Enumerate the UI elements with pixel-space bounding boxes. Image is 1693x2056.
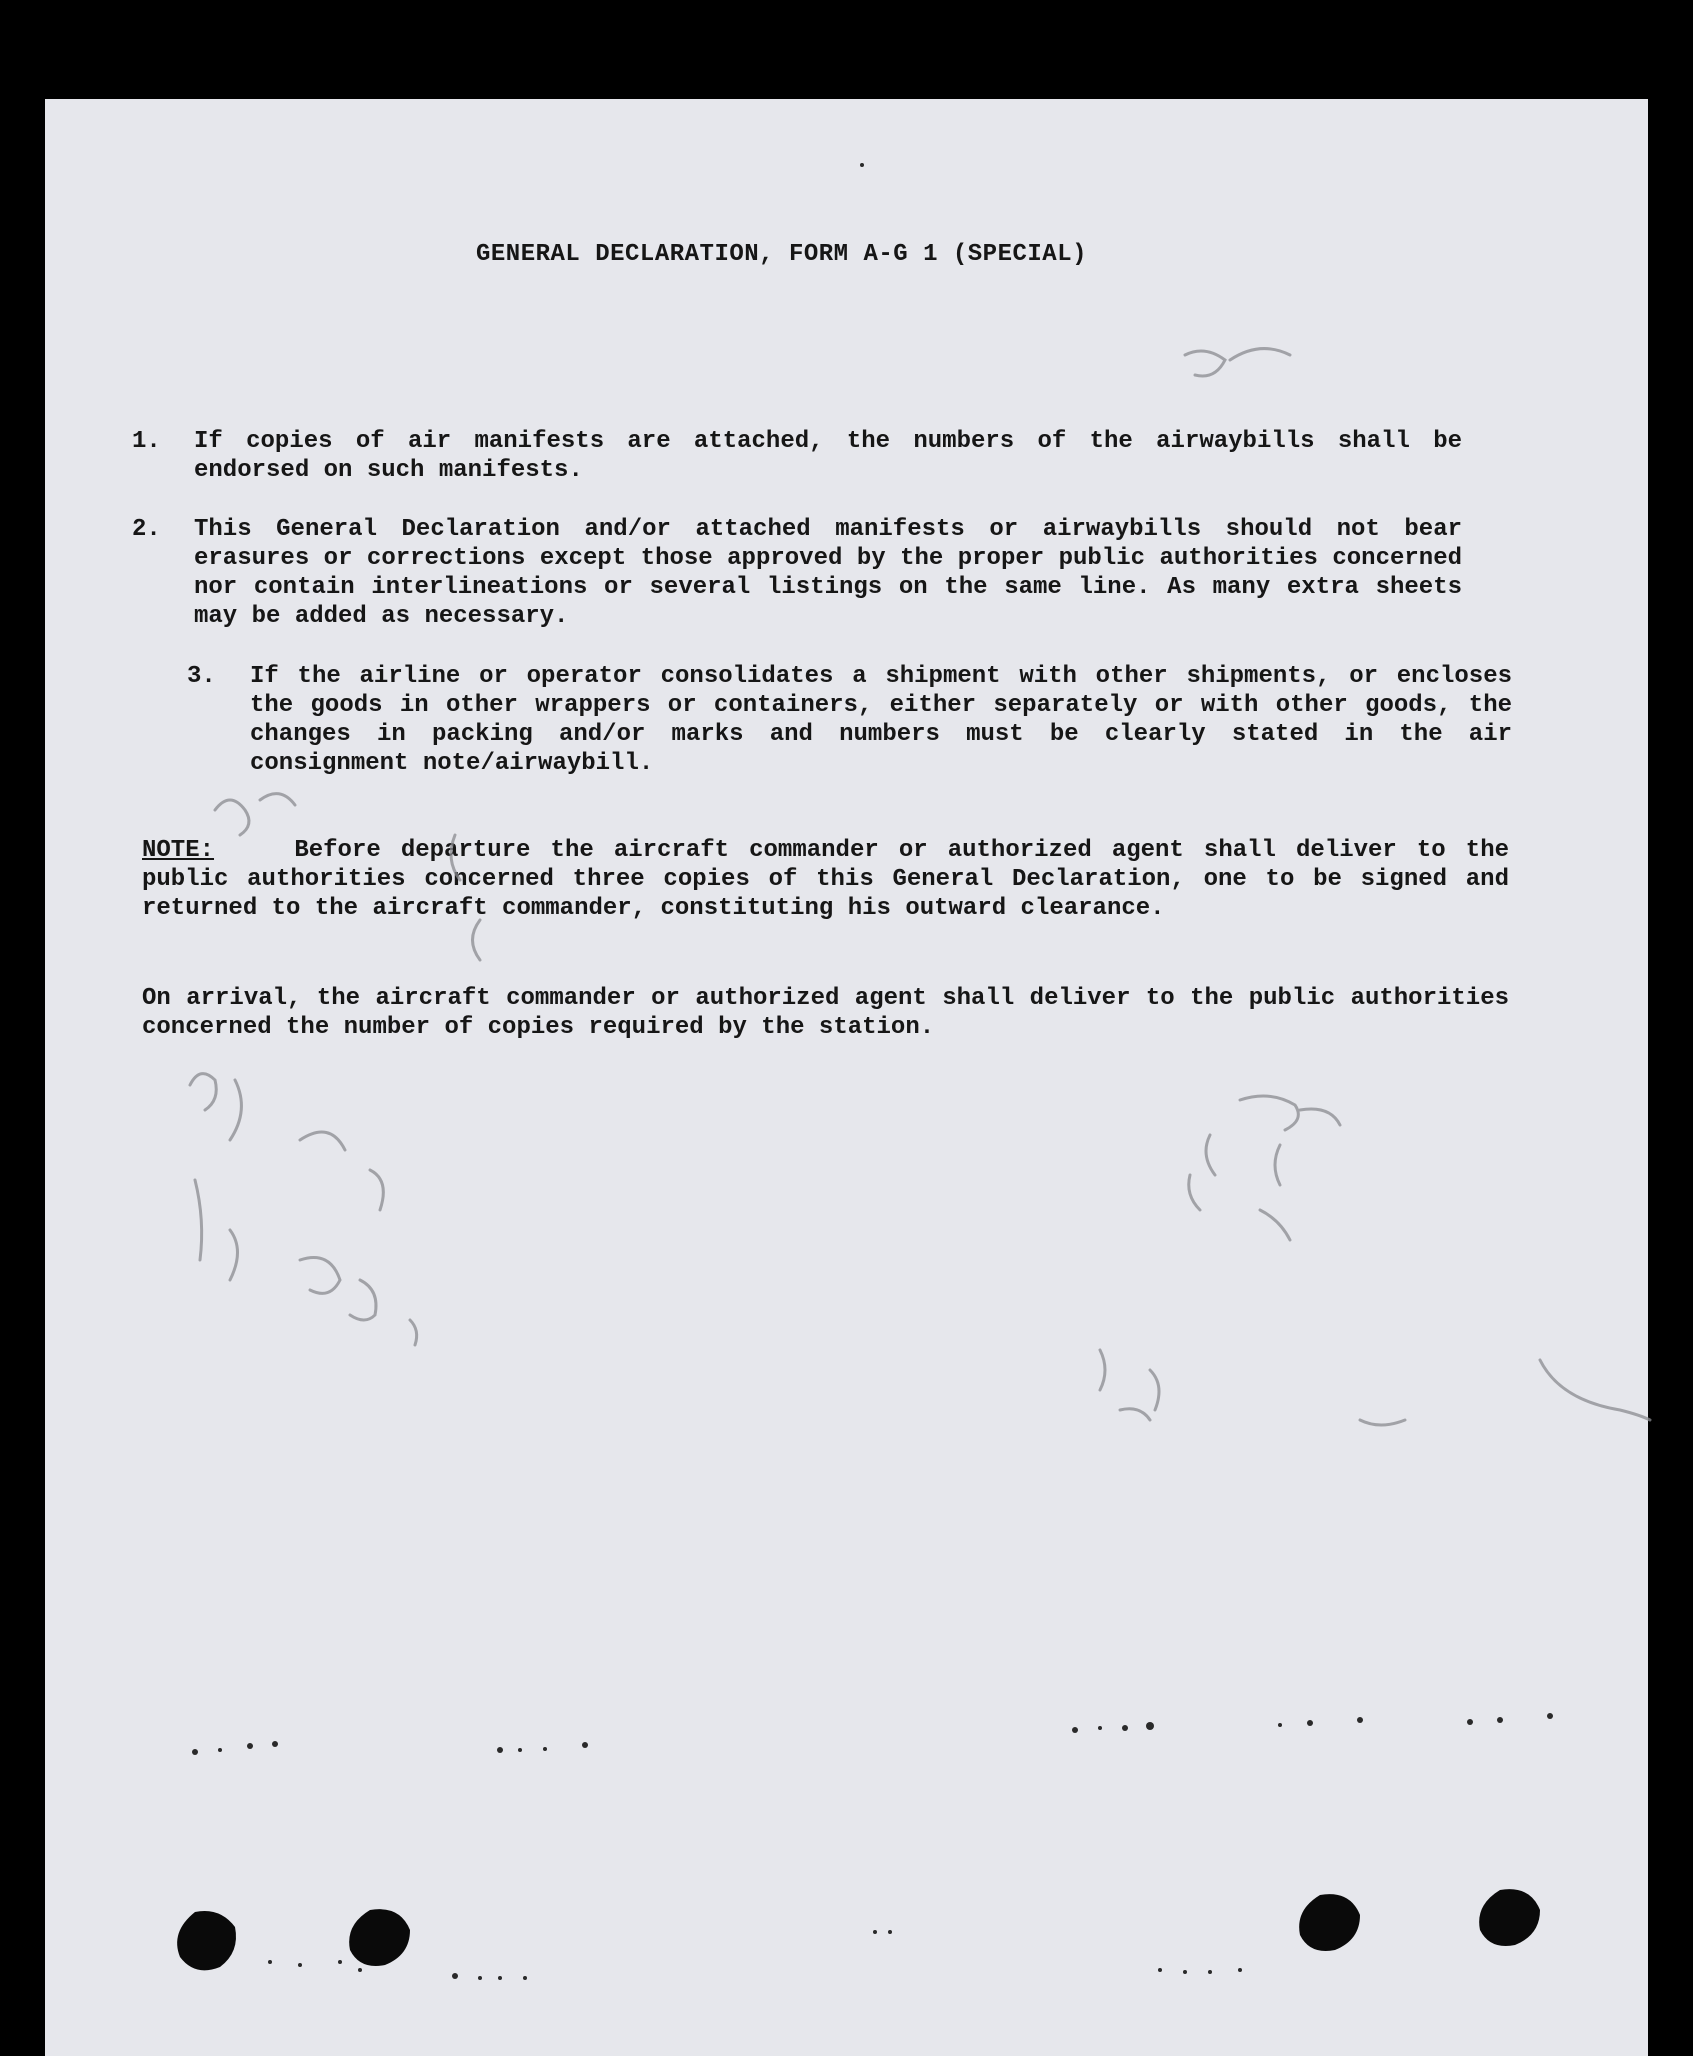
page-title: GENERAL DECLARATION, FORM A-G 1 (SPECIAL): [476, 241, 1087, 268]
item-text: If the airline or operator consolidates a shipment with other shipments, or encloses the goods in other wrappers or containers, either separately or with other goods, the changes in packing and/or marks and numbers must be clearly stated in the air consignment note/airwaybill.: [250, 663, 1512, 777]
item-number: 3.: [187, 663, 216, 690]
item-text: This General Declaration and/or attached manifests or airwaybills should not bear erasures or corrections except those approved by the proper public authorities concerned nor contain interlineations or several listings on the same line. As many extra sheets may be added as necessary.: [194, 516, 1462, 630]
document-page: [45, 99, 1648, 2056]
item-number: 1.: [132, 428, 161, 455]
arrival-paragraph: On arrival, the aircraft commander or authorized agent shall deliver to the public authorities concerned the number of copies required by the station.: [142, 985, 1509, 1041]
item-text: If copies of air manifests are attached, the numbers of the airwaybills shall be endorsed on such manifests.: [194, 428, 1462, 484]
note-paragraph: [142, 836, 1509, 923]
note-label: NOTE:: [142, 837, 215, 864]
item-number: 2.: [132, 516, 161, 543]
note-text: Before departure the aircraft commander or authorized agent shall deliver to the public authorities concerned three copies of this General Declaration, one to be signed and returned to the aircraft commander, constituting his outward clearance.: [142, 837, 1510, 922]
